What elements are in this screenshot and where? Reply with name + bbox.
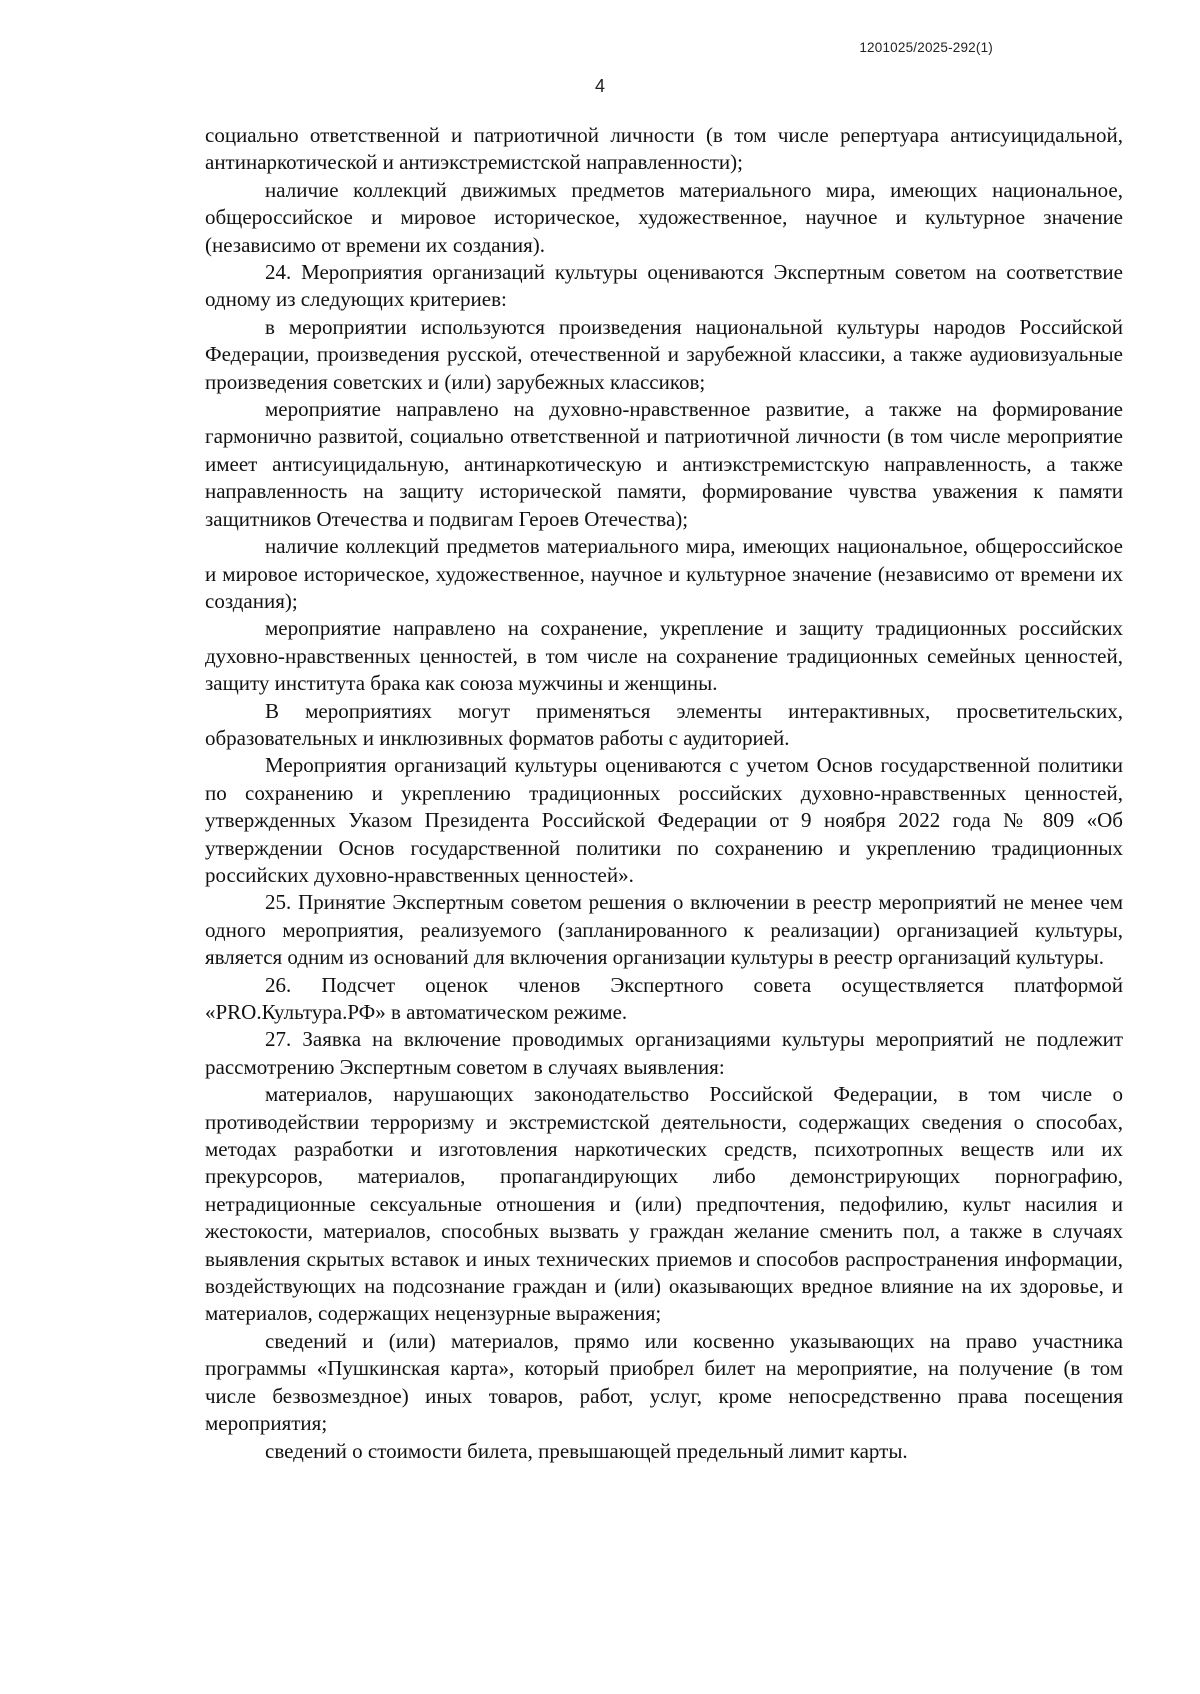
paragraph-clause-24: 24. Мероприятия организаций культуры оцениваются Экспертным советом на соответствие одному из следующих критериев: (205, 260, 1123, 312)
document-number: 1201025/2025-292(1) (859, 40, 993, 55)
paragraph-clause-27: 27. Заявка на включение проводимых организациями культуры мероприятий не подлежит рассмотрению Экспертным советом в случаях выявления: (205, 1027, 1123, 1079)
paragraph-criterion-classics: в мероприятии используются произведения национальной культуры народов Российской Федерации, произведения русской, отечественной и зарубежной классики, а также аудиовизуальные произведения советских и (или) зарубежных классиков; (205, 314, 1123, 394)
paragraph-collections-criterion: наличие коллекций движимых предметов материального мира, имеющих национальное, общероссийское и мировое историческое, художественное, научное и культурное значение (независимо от времени их создания). (205, 177, 1123, 257)
paragraph-criterion-collections: наличие коллекций предметов материального мира, имеющих национальное, общероссийское и мировое историческое, художественное, научное и культурное значение (независимо от времени их создания); (205, 534, 1123, 613)
paragraph-interactive-formats: В мероприятиях могут применяться элементы интерактивных, просветительских, образовательных и инклюзивных форматов работы с аудиторией. (205, 698, 1123, 750)
paragraph-ticket-price: сведений о стоимости билета, превышающей предельный лимит карты. (265, 1438, 908, 1463)
paragraph-state-policy: Мероприятия организаций культуры оцениваются с учетом Основ государственной политики по сохранению и укреплению традиционных российских духовно-нравственных ценностей, утвержденных Указом Президента Российской Федерации от 9 ноября 2022 года № 809 «Об утверждении Основ государственной политики по сохранению и укреплению традиционных российских духовно-нравственных ценностей». (205, 753, 1123, 887)
paragraph-pushkin-card: сведений и (или) материалов, прямо или косвенно указывающих на право участника программы «Пушкинская карта», который приобрел билет на мероприятие, на получение (в том числе безвозмездное) иных товаров, работ, услуг, кроме непосредственно права посещения мероприятия; (205, 1328, 1123, 1436)
paragraph-clause-26: 26. Подсчет оценок членов Экспертного совета осуществляется платформой «PRO.Культура.РФ» в автоматическом режиме. (205, 972, 1123, 1024)
paragraph-prohibited-materials: материалов, нарушающих законодательство Российской Федерации, в том числе о противодействии терроризму и экстремистской деятельности, содержащих сведения о способах, методах разработки и изготовления наркотических средств, психотропных веществ или их прекурсоров, материалов, пропагандирующих либо демонстрирующих порнографию, нетрадиционные сексуальные отношения и (или) предпочтения, педофилию, культ насилия и жестокости, материалов, способных вызвать у граждан желание сменить пол, а также в случаях выявления скрытых вставок и иных технических приемов и способов распространения информации, воздействующих на подсознание граждан и (или) оказывающих вредное влияние на их здоровье, и материалов, содержащих нецензурные выражения; (205, 1082, 1123, 1326)
paragraph-continuation: социально ответственной и патриотичной личности (в том числе репертуара антисуицидальной, антинаркотической и антиэкстремистской направленности); (205, 123, 1123, 175)
paragraph-criterion-traditional-values: мероприятие направлено на сохранение, укрепление и защиту традиционных российских духовно-нравственных ценностей, в том числе на сохранение традиционных семейных ценностей, защиту института брака как союза мужчины и женщины. (205, 616, 1123, 696)
paragraph-clause-25: 25. Принятие Экспертным советом решения о включении в реестр мероприятий не менее чем одного мероприятия, реализуемого (запланированного к реализации) организацией культуры, является одним из оснований для включения организации культуры в реестр организаций культуры. (205, 890, 1123, 970)
page-number: 4 (594, 76, 605, 96)
document-body (205, 122, 1123, 1465)
paragraph-criterion-moral-development: мероприятие направлено на духовно-нравственное развитие, а также на формирование гармонично развитой, социально ответственной и патриотичной личности (в том числе мероприятие имеет антисуицидальную, антинаркотическую и антиэкстремистскую направленность, а также направленность на защиту исторической памяти, формирование чувства уважения к памяти защитников Отечества и подвигам Героев Отечества); (205, 397, 1123, 531)
